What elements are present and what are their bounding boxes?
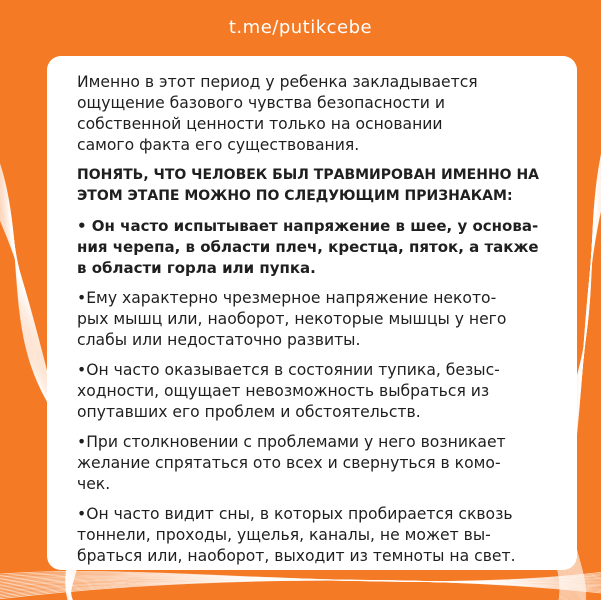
- list-item: •При столкновении с проблемами у него возникает желание спрятаться ото всех и свернуться в комо- чек.: [77, 433, 506, 493]
- list-item: •Он часто оказывается в состоянии тупика, безыс- ходности, ощущает невозможность выбраться из опутавших его проблем и обстоятельств.: [77, 361, 500, 421]
- list-item: •Он часто видит сны, в которых пробирается сквозь тоннели, проходы, ущелья, каналы, не может вы- браться или, наоборот, выходит из темноты на свет.: [77, 505, 516, 565]
- content-card: [47, 56, 577, 570]
- list-item: •Ему характерно чрезмерное напряжение некото- рых мышц или, наоборот, некоторые мышцы у него слабы или недостаточно развиты.: [77, 289, 507, 349]
- list-item: • Он часто испытывает напряжение в шее, у основа- ния черепа, в области плеч, крестца, пяток, а также в области горла или пупка.: [77, 217, 539, 277]
- channel-handle[interactable]: t.me/putikcebe: [228, 17, 373, 38]
- signs-heading: ПОНЯТЬ, ЧТО ЧЕЛОВЕК БЫЛ ТРАВМИРОВАН ИМЕННО НА ЭТОМ ЭТАПЕ МОЖНО ПО СЛЕДУЮЩИМ ПРИЗНАКАМ:: [77, 167, 539, 204]
- intro-paragraph: Именно в этот период у ребенка закладывается ощущение базового чувства безопасности и собственной ценности только на основании самого факта его существования.: [77, 73, 478, 154]
